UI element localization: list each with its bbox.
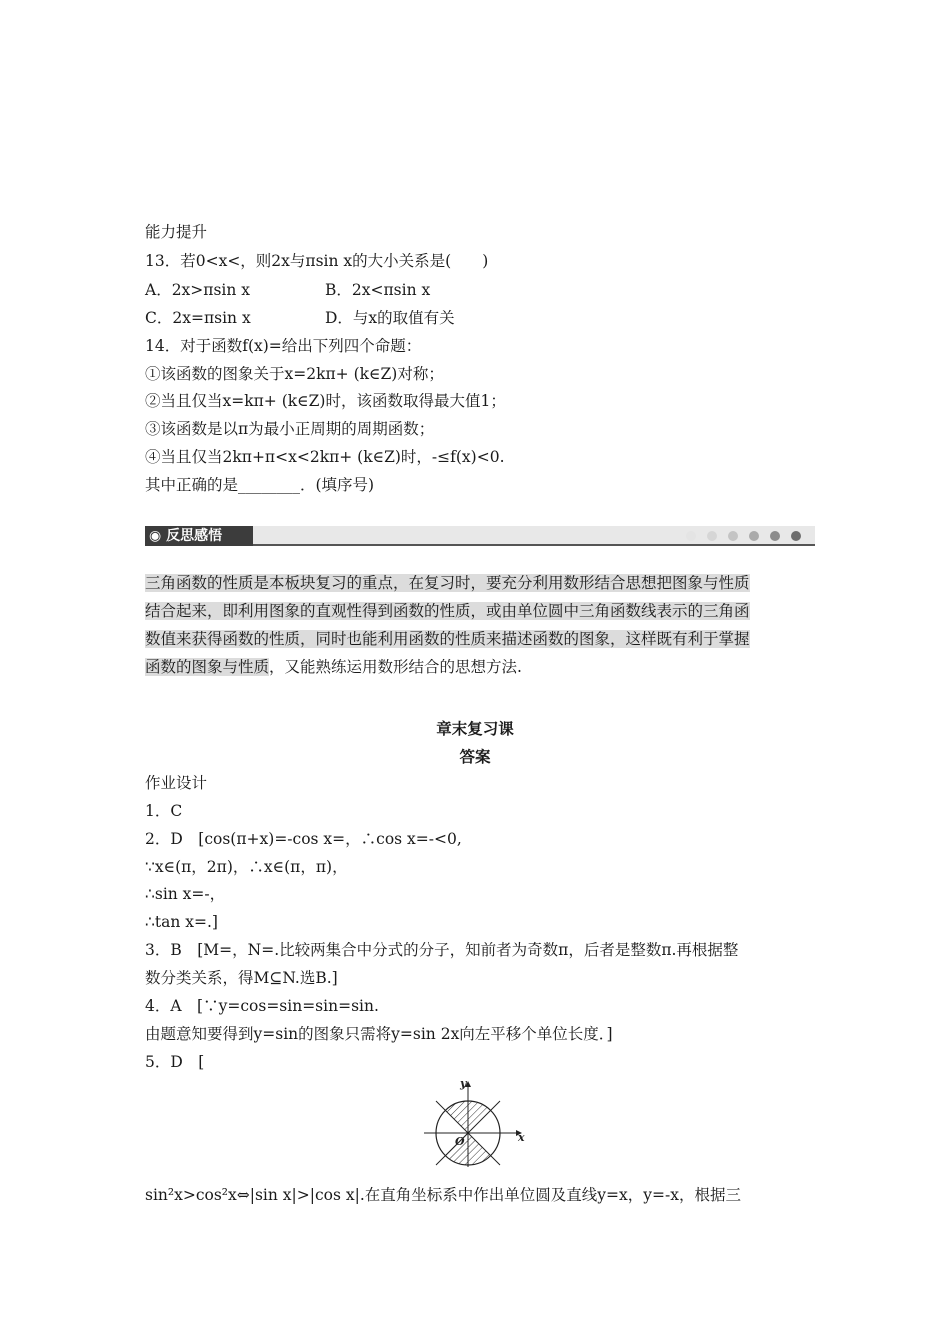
- reflection-banner: [145, 526, 815, 546]
- answer-line: 3．B [M=，N=.比较两集合中分式的分子，知前者为奇数π，后者是整数π.再根据整: [145, 941, 739, 959]
- answer-line: 1．C: [145, 802, 183, 820]
- q14-item-2: ②当且仅当x=kπ+ (k∈Z)时，该函数取得最大值1；: [145, 392, 506, 410]
- q14-item-1: ①该函数的图象关于x=2kπ+ (k∈Z)对称；: [145, 365, 444, 383]
- answers-section-heading: 作业设计: [145, 774, 208, 792]
- answer-line: 数分类关系，得M⊆N.选B.]: [145, 969, 338, 987]
- unit-circle-figure: [420, 1075, 532, 1167]
- banner-rule: [253, 526, 815, 546]
- answer-line: 4．A [∵y=cos=sin=sin=sin.: [145, 997, 379, 1015]
- x-axis-label: x: [518, 1131, 525, 1144]
- answer-line: 5．D [: [145, 1053, 205, 1071]
- reflection-line-2: 结合起来，即利用图象的直观性得到函数的性质，或由单位圆中三角函数线表示的三角函: [145, 602, 750, 620]
- answer-line: ∴tan x=.]: [145, 913, 218, 931]
- reflection-line-1: 三角函数的性质是本板块复习的重点，在复习时，要充分利用数形结合思想把图象与性质: [145, 574, 750, 592]
- answer-line: 由题意知要得到y=sin的图象只需将y=sin 2x向左平移个单位长度．]: [145, 1025, 613, 1043]
- q13-option-c: C．2x=πsin x: [145, 309, 251, 327]
- reflection-line-3: 数值来获得函数的性质，同时也能利用函数的性质来描述函数的图象，这样既有利于掌握: [145, 630, 750, 648]
- section-heading-ability: 能力提升: [145, 223, 208, 241]
- answer-last-line: sin²x>cos²x⇔|sin x|>|cos x|.在直角坐标系中作出单位圆及直线y=x，y=-x，根据三: [145, 1186, 741, 1204]
- reflection-label: ◉ 反思感悟: [145, 526, 253, 546]
- q14-stem: 14．对于函数f(x)=给出下列四个命题：: [145, 337, 422, 355]
- answer-line: 2．D [cos(π+x)=-cos x=，∴cos x=-<0,: [145, 830, 462, 848]
- q13-option-b: B．2x<πsin x: [325, 281, 431, 299]
- decor-dot: [791, 531, 801, 541]
- answer-line: ∵x∈(π，2π)，∴x∈(π，π)，: [145, 858, 348, 876]
- reflection-line-4: 函数的图象与性质，又能熟练运用数形结合的思想方法.: [145, 658, 522, 676]
- decor-dot: [749, 531, 759, 541]
- decor-dot: [770, 531, 780, 541]
- decor-dot: [707, 531, 717, 541]
- answer-line: ∴sin x=-，: [145, 885, 226, 903]
- q14-item-3: ③该函数是以π为最小正周期的周期函数；: [145, 420, 435, 438]
- decor-dot: [686, 531, 696, 541]
- q13-option-d: D．与x的取值有关: [325, 309, 455, 327]
- origin-label: O: [455, 1135, 465, 1148]
- q13-option-a: A．2x>πsin x: [145, 281, 251, 299]
- q13-stem: 13．若0<x<，则2x与πsin x的大小关系是( ): [145, 252, 489, 270]
- decor-dot: [728, 531, 738, 541]
- answers-title: 章末复习课: [436, 720, 514, 738]
- answers-subtitle: 答案: [459, 748, 491, 766]
- y-axis-label: y: [460, 1077, 467, 1090]
- q14-fill-blank: 其中正确的是________．(填序号): [145, 476, 375, 494]
- q14-item-4: ④当且仅当2kπ+π<x<2kπ+ (k∈Z)时，-≤f(x)<0.: [145, 448, 505, 466]
